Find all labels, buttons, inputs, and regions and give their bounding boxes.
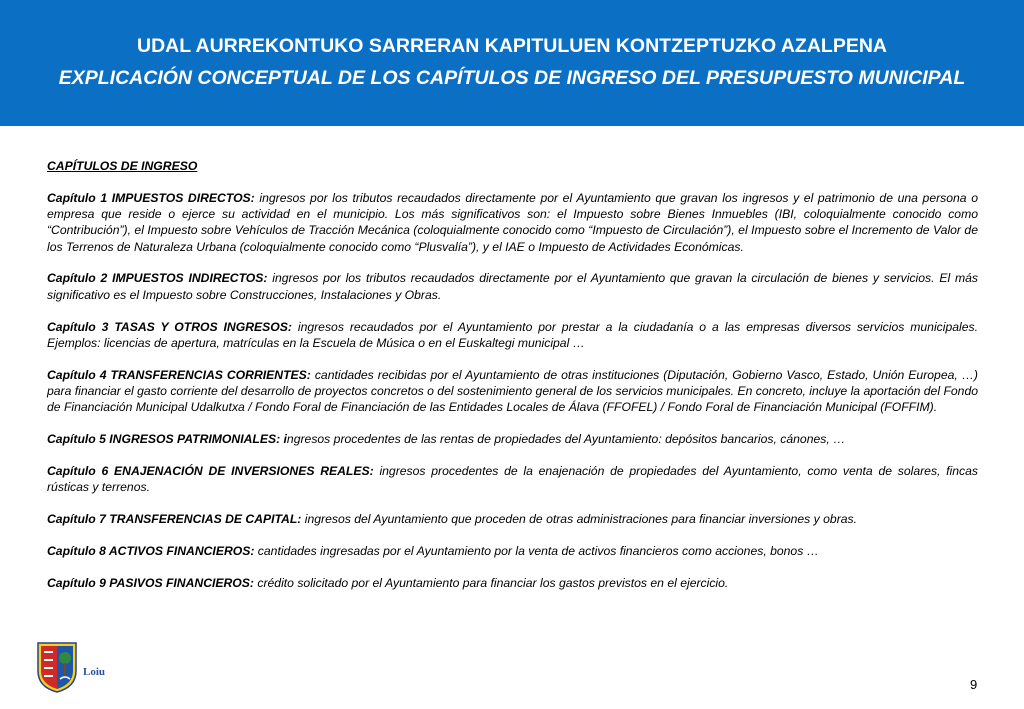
chapter-paragraph	[47, 270, 978, 303]
chapter-text: ingresos recaudados por el Ayuntamiento por prestar a la ciudadanía o a las empresas diversos servicios municipales. Ejemplos: licencias de apertura, matrículas en la Escuela de Música o en el Euskaltegi municipal …	[47, 319, 978, 350]
chapter-label: Capítulo 7 TRANSFERENCIAS DE CAPITAL:	[47, 511, 302, 526]
chapter-label: Capítulo 3 TASAS Y OTROS INGRESOS:	[47, 319, 292, 334]
chapter-label: Capítulo 9 PASIVOS FINANCIEROS:	[47, 575, 254, 590]
title-basque: UDAL AURREKONTUKO SARRERAN KAPITULUEN KONTZEPTUZKO AZALPENA	[136, 35, 888, 57]
page-number: 9	[970, 677, 978, 692]
logo-text: Loiu	[83, 666, 106, 678]
chapter-label: Capítulo 6 ENAJENACIÓN DE INVERSIONES REALES:	[47, 463, 374, 478]
chapter-label: Capítulo 4 TRANSFERENCIAS CORRIENTES:	[47, 367, 311, 382]
chapter-text: ingresos procedentes de la enajenación de propiedades del Ayuntamiento, como venta de solares, fincas rústicas y terrenos.	[47, 463, 979, 495]
chapter-label: Capítulo 1 IMPUESTOS DIRECTOS:	[47, 190, 255, 205]
chapter-paragraph	[47, 511, 978, 527]
chapter-text: ingresos por los tributos recaudados directamente por el Ayuntamiento que gravan los ingresos y el patrimonio de una persona o empresa que reside o ejerce su actividad en el municipio. Los más significativos son: el Impuesto sobre Bienes Inmuebles (IBI, coloquialmente conocido como “Contribución”), el Impuesto sobre Vehículos de Tracción Mecánica (coloquialmente conocido como “Impuesto de Circulación”), el Impuesto sobre el Incremento de Valor de los Terrenos de Naturaleza Urbana (coloquialmente conocido como “Plusvalía”), y el IAE o Impuesto de Actividades Económicas.	[47, 190, 978, 254]
chapter-paragraph	[47, 431, 978, 447]
chapter-text: ngresos procedentes de las rentas de propiedades del Ayuntamiento: depósitos bancarios, cánones, …	[286, 432, 846, 447]
chapter-paragraph	[47, 190, 978, 255]
chapter-text: crédito solicitado por el Ayuntamiento para financiar los gastos previstos en el ejercicio.	[253, 575, 729, 590]
section-heading: CAPÍTULOS DE INGRESO	[47, 159, 198, 173]
chapter-label: Capítulo 5 INGRESOS PATRIMONIALES: i	[47, 432, 287, 447]
chapter-text: ingresos por los tributos recaudados directamente por el Ayuntamiento que gravan la circulación de bienes y servicios. El más significativo es el Impuesto sobre Construcciones, Instalaciones y Obras.	[47, 271, 978, 302]
chapter-paragraph	[47, 543, 978, 559]
chapter-list	[47, 158, 978, 606]
chapter-text: cantidades ingresadas por el Ayuntamiento por la venta de activos financieros como acciones, bonos …	[254, 543, 819, 558]
chapter-text: ingresos del Ayuntamiento que proceden de otras administraciones para financiar inversiones y obras.	[301, 511, 858, 526]
title-spanish: EXPLICACIÓN CONCEPTUAL DE LOS CAPÍTULOS DE INGRESO DEL PRESUPUESTO MUNICIPAL	[58, 67, 966, 89]
chapter-label: Capítulo 8 ACTIVOS FINANCIEROS:	[47, 543, 255, 558]
title-banner	[0, 0, 1024, 126]
chapter-paragraph	[47, 367, 978, 416]
chapter-text: cantidades recibidas por el Ayuntamiento de otras instituciones (Diputación, Gobierno Vasco, Estado, Unión Europea, …) para financiar el gasto corriente del desarrollo de proyectos concretos o del sostenimiento general de los servicios municipales. En concreto, incluye la aportación del Fondo de Financiación Municipal Udalkutxa / Fondo Foral de Financiación de las Entidades Locales de Álava (FFOFEL) / Fondo Foral de Financiación Municipal (FOFFIM).	[47, 367, 978, 415]
chapter-paragraph	[47, 463, 978, 496]
chapter-paragraph	[47, 575, 978, 591]
chapter-paragraph	[47, 319, 978, 352]
chapter-label: Capítulo 2 IMPUESTOS INDIRECTOS:	[47, 271, 268, 286]
